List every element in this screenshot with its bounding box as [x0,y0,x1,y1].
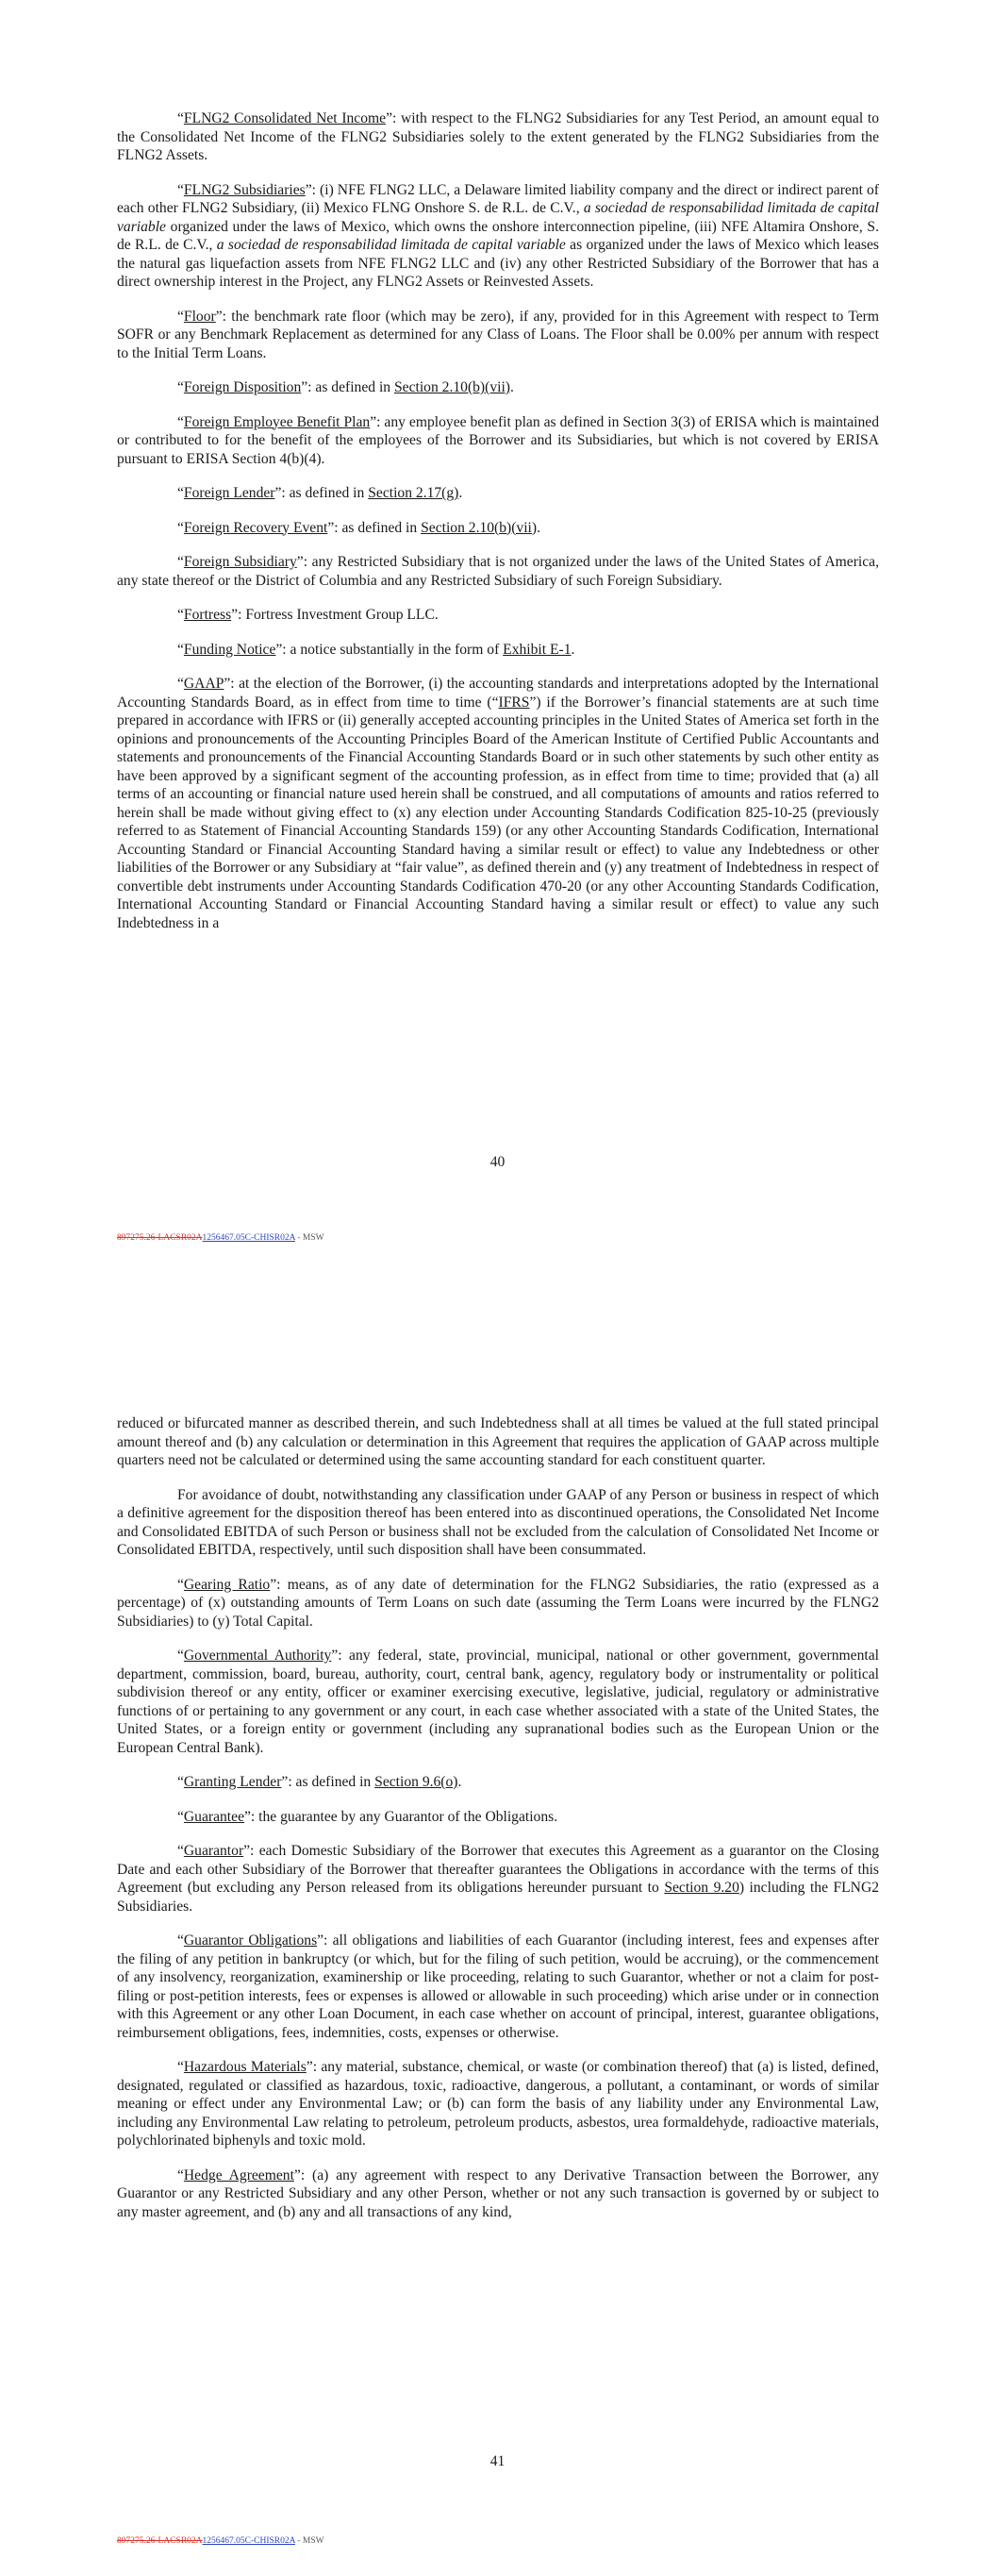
paragraph-text: ”: the guarantee by any Guarantor of the Obligations. [244,1808,558,1825]
defined-term: Section 2.17(g) [368,485,459,501]
paragraph-text: . [458,485,463,501]
defined-term: Granting Lender [183,1774,282,1790]
italic-text: a sociedad de responsabilidad limitada de capital variable [117,200,879,235]
paragraph-text: “ [177,641,184,658]
page-body [117,1414,879,2237]
paragraph-text: “ [177,676,184,692]
paragraph-text: “ [177,413,184,430]
footer-deleted-doc-id: 897275.26-LACSR02A [117,2536,203,2546]
definition-paragraph [117,2166,879,2222]
paragraph-text: ”: means, as of any date of determination for the FLNG2 Subsidiaries, the ratio (expressed as a percentage) of (x) outstanding amounts of Term Loans on such date (assuming the Term Loans were incurred by the FLNG2 Subsidiaries) to (y) Total Capital. [117,1576,879,1630]
definition-paragraph [117,641,879,660]
italic-text: a sociedad de responsabilidad limitada de capital variable [216,237,566,253]
footer-deleted-doc-id: 897275.26-LACSR02A [117,1233,203,1243]
paragraph-text: ”: the benchmark rate floor (which may be zero), if any, provided for in this Agreement with respect to Term SOFR or any Benchmark Replacement as determined for any Class of Loans. The Floor shall be 0.00% per annum with respect to the Initial Term Loans. [117,308,879,361]
paragraph-text: “ [177,554,184,570]
paragraph-text: ”: any federal, state, provincial, municipal, national or other government, governmental department, commission, board, bureau, authority, court, central bank, agency, regulatory body or instrumentality or political subdivision thereof or any entity, officer or examiner exercising executive, legislative, judicial, regulatory or administrative functions of or pertaining to any government or any court, in each case whether associated with a state of the United States, the United States, or a foreign entity or government (including any supranational bodies such as the European Union or the European Central Bank). [117,1648,879,1756]
definition-paragraph [117,308,879,363]
definition-paragraph [117,1576,879,1631]
defined-term: Foreign Lender [183,485,275,501]
definition-paragraph [117,378,879,397]
defined-term: FLNG2 Subsidiaries [183,181,306,198]
definition-paragraph [117,109,879,165]
paragraph-text: “ [177,519,184,536]
paragraph-text: “ [177,2059,184,2075]
paragraph-text: organized under the laws of Mexico, which owns the onshore interconnection pipeline, (iii) NFE Altamira Onshore, S. de R.L. de C.V., [117,218,879,253]
footer-suffix: - MSW [294,1233,324,1243]
definition-paragraph [117,1414,879,1470]
paragraph-text: ”: a notice substantially in the form of [275,641,504,658]
paragraph-text: ”: (i) NFE FLNG2 LLC, a Delaware limited liability company and the direct or indirect parent of each other FLNG2 Subsidiary, (ii) Mexico FLNG Onshore S. de R.L. de C.V., [117,181,879,216]
definition-paragraph [117,1647,879,1757]
paragraph-text: “ [177,308,184,325]
defined-term: Section 9.20 [664,1880,739,1896]
defined-term: Exhibit E-1 [503,641,572,658]
defined-term: GAAP [183,676,224,692]
paragraph-text: ”: any employee benefit plan as defined in Section 3(3) of ERISA which is maintained or contributed to for the benefit of the employees of the Borrower and its Subsidiaries, but which is not covered by ERISA pursuant to ERISA Section 4(b)(4). [117,413,879,467]
paragraph-text: “ [177,1808,184,1825]
paragraph-text: “ [177,607,184,623]
paragraph-text: . [537,519,540,536]
paragraph-text: ”: all obligations and liabilities of each Guarantor (including interest, fees and expenses after the filing of any petition in bankruptcy (or which, but for the filing of such petition, would be accruing), or the commencement of any insolvency, reorganization, examinership or like proceeding, relating to such Guarantor, whether or not a claim for post-filing or post-petition interests, fees or expenses is allowed or allowable in such proceeding) which arise under or in connection with this Agreement or any other Loan Document, in each case whether on account of principal, interest, guarantee obligations, reimbursement obligations, fees, indemnities, costs, expenses or otherwise. [117,1932,879,2041]
defined-term: Foreign Disposition [183,379,302,395]
definition-paragraph [117,1486,879,1560]
paragraph-text: “ [177,1843,184,1859]
paragraph-text: “ [177,1932,184,1949]
definition-paragraph [117,413,879,469]
defined-term: Fortress [183,607,232,623]
page-number: 41 [489,2453,506,2469]
page-number: 40 [489,1154,506,1170]
defined-term: Governmental Authority [183,1648,332,1664]
paragraph-text: ”: as defined in [281,1774,375,1790]
paragraph-text: reduced or bifurcated manner as described therein, and such Indebtedness shall at all times be valued at the full stated principal amount thereof and (b) any calculation or determination in this Agreement that requires the application of GAAP across multiple quarters need not be calculated or determined using the same accounting standard for each constituent quarter. [117,1415,879,1468]
defined-term: Gearing Ratio [183,1576,271,1593]
paragraph-text: ) including the FLNG2 Subsidiaries. [117,1880,880,1915]
paragraph-text: “ [177,181,184,198]
paragraph-text: ”: any Restricted Subsidiary that is not organized under the laws of the United States of America, any state thereof or the District of Columbia and any Restricted Subsidiary of such Foreign Subsidiary. [117,554,879,589]
defined-term: Foreign Subsidiary [183,554,297,570]
definition-paragraph [117,606,879,625]
paragraph-text: ”: Fortress Investment Group LLC. [231,607,439,623]
definition-paragraph [117,484,879,503]
paragraph-text: ”) if the Borrower’s financial statements are at such time prepared in accordance with IFRS or (ii) generally accepted accounting principles in the United States of America set forth in the opinions and pronouncements of the Accounting Principles Board of the American Institute of Certified Public Accountants and statements and pronouncements of the Financial Accounting Standards Board or in such other statements by such other entity as have been approved by a significant segment of the accounting profession, as in effect from time to time; provided that (a) all terms of an accounting or financial nature used herein shall be construed, and all computations of amounts and ratios referred to herein shall be made without giving effect to (x) any election under Accounting Standards Codification 825-10-25 (previously referred to as Statement of Financial Accounting Standards 159) (or any other Accounting Standards Codification, International Accounting Standard or Financial Accounting Standard having a similar result or effect) to value any Indebtedness or other liabilities of the Borrower or any Subsidiary at “fair value”, as defined therein and (y) any treatment of Indebtedness in respect of convertible debt instruments under Accounting Standards Codification 470-20 (or any other Accounting Standards Codification, International Accounting Standard or Financial Accounting Standard having a similar result or effect) to value any such Indebtedness in a [117,694,879,931]
defined-term: Foreign Employee Benefit Plan [183,413,371,430]
paragraph-text: ”: (a) any agreement with respect to any Derivative Transaction between the Borrower, any Guarantor or any Restricted Subsidiary and any other Person, whether or not any such transaction is governed by or subject to any master agreement, and (b) any and all transactions of any kind, [117,2166,880,2220]
defined-term: Section 2.10(b)(vii) [421,519,538,536]
defined-term: Guarantee [183,1808,244,1825]
paragraph-text: ”: as defined in [274,485,369,501]
document-page-41 [0,1288,995,2576]
definition-paragraph [117,675,879,932]
defined-term: Section 9.6(o) [374,1774,458,1790]
paragraph-text: ”: as defined in [327,519,422,536]
paragraph-text: as organized under the laws of Mexico which leases the natural gas liquefaction assets from NFE FLNG2 LLC and (iv) any other Restricted Subsidiary of the Borrower that has a direct ownership interest in the Project, any FLNG2 Assets or Reinvested Assets. [117,237,879,290]
paragraph-text: “ [177,110,184,126]
paragraph-text: “ [177,379,184,395]
footer-suffix: - MSW [294,2536,324,2546]
paragraph-text: ”: as defined in [301,379,394,395]
defined-term: FLNG2 Consolidated Net Income [183,110,387,126]
defined-term: Foreign Recovery Event [183,519,328,536]
paragraph-text: For avoidance of doubt, notwithstanding any classification under GAAP of any Person or business in respect of which a definitive agreement for the disposition thereof has been entered into as discontinued operations, the Consolidated Net Income and Consolidated EBITDA of such Person or business shall not be excluded from the calculation of Consolidated Net Income or Consolidated EBITDA, respectively, until such disposition shall have been consummated. [117,1486,879,1558]
paragraph-text: . [509,379,514,395]
definition-paragraph [117,1773,879,1792]
defined-term: Hedge Agreement [183,2166,294,2183]
footer-inserted-doc-id: 1256467.05C-CHISR02A [202,2536,295,2546]
paragraph-text: . [457,1774,462,1790]
paragraph-text: ”: each Domestic Subsidiary of the Borrower that executes this Agreement as a guarantor on the Closing Date and each other Subsidiary of the Borrower that thereafter guarantees the Obligations in accordance with the terms of this Agreement (but excluding any Person released from its obligations hereunder pursuant to [117,1843,879,1896]
document-footer [117,1233,324,1243]
definition-paragraph [117,553,879,590]
paragraph-text: . [571,641,575,658]
definition-paragraph [117,1808,879,1827]
defined-term: Floor [183,308,216,325]
definition-paragraph [117,519,879,538]
paragraph-text: “ [177,1648,184,1664]
page-body [117,109,879,948]
paragraph-text: ”: with respect to the FLNG2 Subsidiaries for any Test Period, an amount equal to the Consolidated Net Income of the FLNG2 Subsidiaries solely to the extent generated by the FLNG2 Subsidiaries from the FLNG2 Assets. [117,110,879,163]
paragraph-text: ”: any material, substance, chemical, or waste (or combination thereof) that (a) is listed, defined, designated, regulated or classified as hazardous, toxic, radioactive, dangerous, a pollutant, a contaminant, or words of similar meaning or effect under any Environmental Law; or (b) can form the basis of any liability under any Environmental Law, including any Environmental Law relating to petroleum, petroleum products, asbestos, urea formaldehyde, radioactive materials, polychlorinated biphenyls and toxic mold. [117,2059,879,2149]
paragraph-text: “ [177,2166,184,2183]
paragraph-text: “ [177,1576,184,1593]
paragraph-text: “ [177,1774,184,1790]
definition-paragraph [117,181,879,292]
defined-term: Section 2.10(b)(vii) [393,379,510,395]
defined-term: Guarantor [183,1843,244,1859]
defined-term: IFRS [498,694,530,711]
definition-paragraph [117,1842,879,1915]
defined-term: Guarantor Obligations [183,1932,318,1949]
definition-paragraph [117,2058,879,2150]
document-footer [117,2536,324,2546]
defined-term: Hazardous Materials [183,2059,307,2075]
definition-paragraph [117,1932,879,2042]
paragraph-text: ”: at the election of the Borrower, (i) the accounting standards and interpretations adopted by the International Accounting Standards Board, as in effect from time to time (“ [117,676,879,711]
footer-inserted-doc-id: 1256467.05C-CHISR02A [202,1233,295,1243]
paragraph-text: “ [177,485,184,501]
defined-term: Funding Notice [183,641,276,658]
